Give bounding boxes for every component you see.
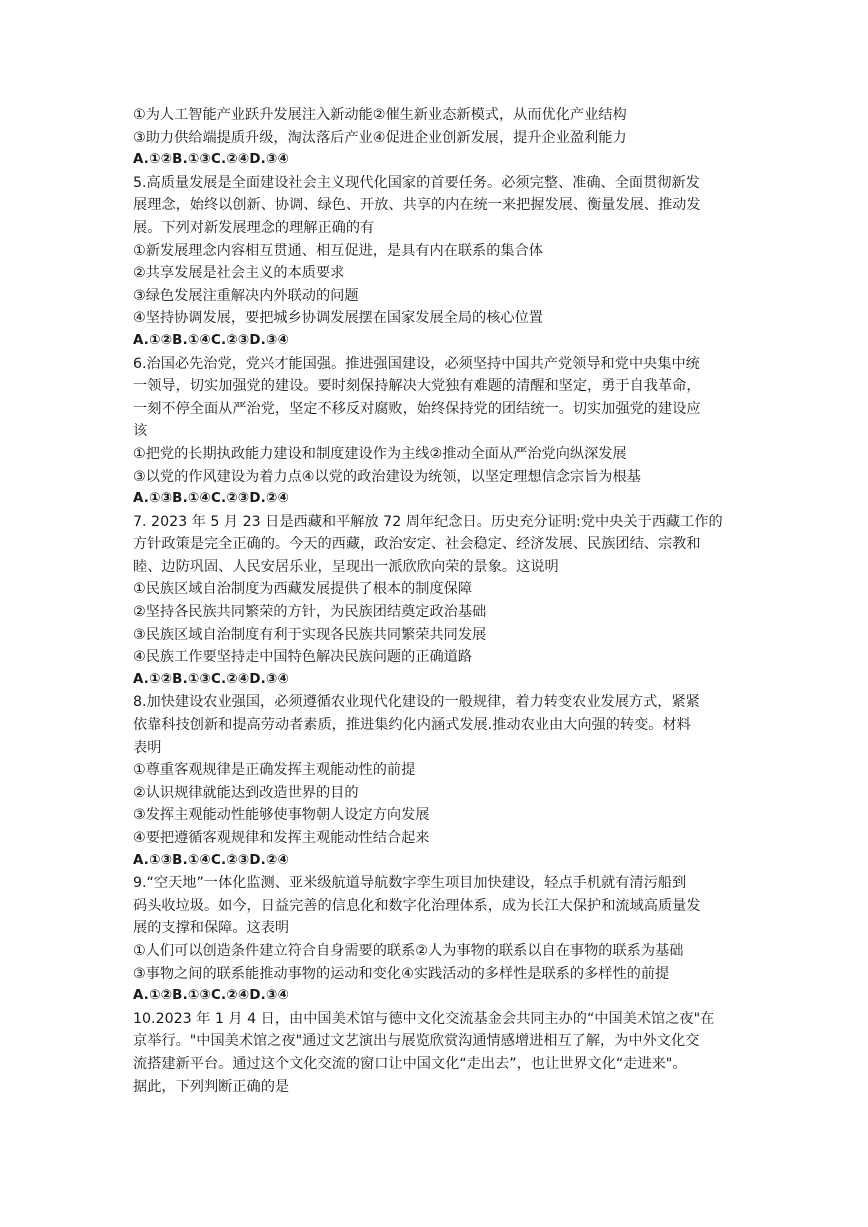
q5-option: ④坚持协调发展，要把城乡协调发展摆在国家发展全局的核心位置 (133, 310, 543, 327)
q7-option: ①民族区域自治制度为西藏发展提供了根本的制度保障 (133, 581, 473, 598)
q8-option: ②认识规律就能达到改造世界的目的 (133, 784, 359, 801)
q8-stem-line: 8.加快建设农业强国，必须遵循农业现代化建设的一般规律，着力转变农业发展方式，紧紧 (133, 694, 700, 711)
q9-stem-line: 码头收垃圾。如今，日益完善的信息化和数字化治理体系，成为长江大保护和流域高质量发 (133, 897, 701, 914)
q6-option: ③以党的作风建设为着力点④以党的政治建设为统领，以坚定理想信念宗旨为根基 (133, 468, 641, 485)
q4-answer-choices: A.①②B.①③C.②④D.③④ (133, 152, 290, 168)
q4-options-1-2: ①为人工智能产业跃升发展注入新动能②催生新业态新模式，从而优化产业结构 (133, 107, 627, 123)
q8-option: ①尊重客观规律是正确发挥主观能动性的前提 (133, 762, 416, 779)
q7-stem (133, 511, 745, 579)
q7-option: ④民族工作要坚持走中国特色解决民族问题的正确道路 (133, 649, 473, 666)
q6-option: ①把党的长期执政能力建设和制度建设作为主线②推动全面从严治党向纵深发展 (133, 445, 627, 462)
q10-stem-line: 流搭建新平台。通过这个文化交流的窗口让中国文化“走出去”，也让世界文化“走进来"。 (133, 1055, 687, 1072)
q5-option: ③绿色发展注重解决内外联动的问题 (133, 287, 359, 304)
q7-stem-line: 7. 2023 年 5 月 23 日是西藏和平解放 72 周年纪念日。历史充分证明:党中央关于西藏工作的 (133, 513, 723, 530)
q5-option: ①新发展理念内容相互贯通、相互促进，是具有内在联系的集合体 (133, 242, 543, 259)
q10-stem (133, 1008, 745, 1098)
q7-option: ③民族区域自治制度有利于实现各民族共同繁荣共同发展 (133, 626, 487, 643)
q9-answer-choices: A.①②B.①③C.②④D.③④ (133, 988, 290, 1004)
q5-stem (133, 172, 745, 240)
q4-options-3-4: ③助力供给端提质升级，淘汰落后产业④促进企业创新发展，提升企业盈利能力 (133, 129, 627, 146)
q9-option: ①人们可以创造条件建立符合自身需要的联系②人为事物的联系以自在事物的联系为基础 (133, 942, 684, 959)
q5-stem-line: 5.高质量发展是全面建设社会主义现代化国家的首要任务。必须完整、准确、全面贯彻新发 (133, 174, 700, 191)
q7-answer-choices: A.①②B.①③C.②④D.③④ (133, 671, 290, 687)
q6-answer-choices: A.①③B.①④C.②③D.②④ (133, 491, 290, 507)
q5-option: ②共享发展是社会主义的本质要求 (133, 265, 345, 282)
q8-answer-choices: A.①③B.①④C.②③D.②④ (133, 852, 290, 868)
q9-stem (133, 872, 745, 940)
q7-stem-line: 睦、边防巩固、人民安居乐业，呈现出一派欣欣向荣的景象。这说明 (133, 558, 559, 575)
q5-answer-choices: A.①②B.①④C.②③D.③④ (133, 332, 290, 348)
q9-stem-line: 9.“空天地”一体化监测、亚米级航道导航数字孪生项目加快建设，轻点手机就有清污船到 (133, 875, 687, 892)
q6-stem-line: 一领导，切实加强党的建设。要时刻保持解决大党独有难题的清醒和坚定，勇于自我革命， (133, 378, 701, 395)
q7-stem-line: 方针政策是完全正确的。今天的西藏，政治安定、社会稳定、经济发展、民族团结、宗教和 (133, 536, 701, 553)
exam-page (133, 104, 745, 1098)
q10-stem-line: 据此，下列判断正确的是 (133, 1078, 290, 1095)
q5-stem-line: 展。下列对新发展理念的理解正确的有 (133, 219, 375, 236)
q6-stem (133, 353, 745, 443)
q6-stem-line: 6.治国必先治党，党兴才能国强。推进强国建设，必须坚持中国共产党领导和党中央集中统 (133, 355, 700, 372)
q8-stem-line: 表明 (133, 739, 162, 756)
q9-stem-line: 展的支撑和保障。这表明 (133, 920, 290, 937)
q6-stem-line: 该 (133, 423, 148, 440)
q10-stem-line: 10.2023 年 1 月 4 日，由中国美术馆与德中文化交流基金会共同主办的“中国美术馆之夜"在 (133, 1010, 715, 1027)
q8-stem-line: 依靠科技创新和提高劳动者素质，推进集约化内涵式发展.推动农业由大向强的转变。材料 (133, 717, 691, 734)
q8-stem (133, 691, 745, 759)
q8-option: ③发挥主观能动性能够使事物朝人设定方向发展 (133, 807, 430, 824)
q9-option: ③事物之间的联系能推动事物的运动和变化④实践活动的多样性是联系的多样性的前提 (133, 965, 670, 982)
q6-stem-line: 一刻不停全面从严治党，坚定不移反对腐败，始终保持党的团结统一。切实加强党的建设应 (133, 400, 701, 417)
q7-option: ②坚持各民族共同繁荣的方针，为民族团结奠定政治基础 (133, 604, 487, 621)
q8-option: ④要把遵循客观规律和发挥主观能动性结合起来 (133, 830, 430, 846)
q5-stem-line: 展理念，始终以创新、协调、绿色、开放、共享的内在统一来把握发展、衡量发展、推动发 (133, 197, 701, 214)
q10-stem-line: 京举行。"中国美术馆之夜"通过文艺演出与展览欣赏沟通情感增进相互了解，为中外文化交 (133, 1033, 700, 1050)
